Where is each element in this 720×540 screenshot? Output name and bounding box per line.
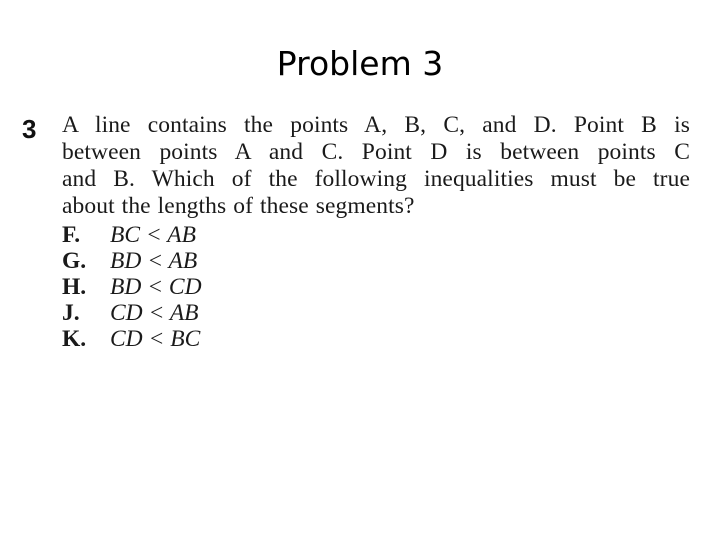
problem-block	[22, 112, 690, 352]
choice-text: BD < AB	[110, 248, 198, 274]
choice-letter: J.	[62, 300, 80, 326]
question-line: and B. Which of the following inequalities must be true	[62, 166, 690, 192]
choice-letter: H.	[62, 274, 87, 300]
answer-choices	[62, 222, 690, 352]
choice-text: BD < CD	[110, 274, 202, 300]
choice-letter: G.	[62, 248, 87, 274]
answer-choice-h[interactable]	[62, 274, 690, 300]
answer-choice-f[interactable]	[62, 222, 690, 248]
question-text	[62, 112, 690, 220]
question-line: between points A and C. Point D is between points C	[62, 139, 690, 165]
answer-choice-k[interactable]	[62, 326, 690, 352]
choice-text: BC < AB	[110, 222, 196, 248]
choice-text: CD < BC	[110, 326, 201, 352]
question-line: about the lengths of these segments?	[62, 193, 415, 219]
problem-number: 3	[22, 114, 37, 144]
question-line: A line contains the points A, B, C, and D. Point B is	[62, 112, 690, 138]
choice-letter: K.	[62, 326, 87, 352]
answer-choice-g[interactable]	[62, 248, 690, 274]
page-title: Problem 3	[276, 44, 444, 83]
choice-text: CD < AB	[110, 300, 199, 326]
answer-choice-j[interactable]	[62, 300, 690, 326]
choice-letter: F.	[62, 222, 81, 248]
question	[22, 112, 690, 220]
